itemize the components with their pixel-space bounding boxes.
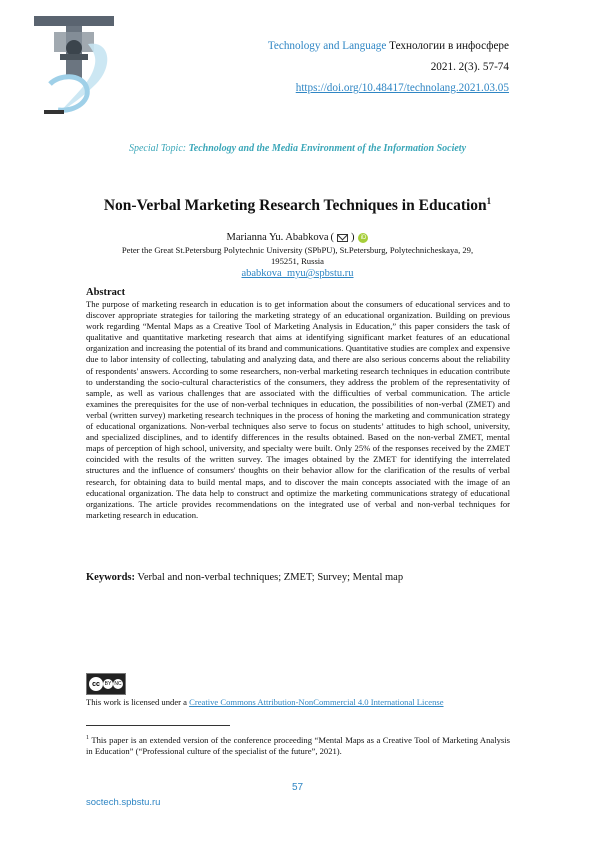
- envelope-icon[interactable]: [337, 234, 348, 242]
- journal-name-line: [268, 36, 509, 57]
- envelope-bracket-close: ): [350, 232, 355, 243]
- author-email[interactable]: ababkova_myu@spbstu.ru: [241, 268, 354, 279]
- cc-by-icon: BY: [104, 681, 112, 687]
- footnote-text: This paper is an extended version of the conference proceeding “Mental Maps as a Creative Tool of Marketing Analysis in Education” (“Professional culture of the specialist of the future”, 2021).: [86, 734, 510, 756]
- special-topic-title: Technology and the Media Environment of the Information Society: [188, 143, 467, 154]
- author-line: [0, 232, 595, 243]
- license-link[interactable]: Creative Commons Attribution-NonCommercial 4.0 International License: [189, 697, 444, 707]
- footnote-divider: [86, 725, 230, 726]
- journal-issue: 2021. 2(3). 57-74: [430, 61, 509, 73]
- journal-header: [268, 36, 509, 99]
- page-number: 57: [291, 782, 304, 793]
- envelope-bracket-open: (: [330, 232, 334, 243]
- orcid-icon[interactable]: iD: [358, 233, 368, 243]
- journal-name-en[interactable]: Technology and Language: [267, 40, 387, 52]
- keywords: [86, 572, 516, 583]
- affiliation-line-1: Peter the Great St.Petersburg Polytechnic University (SPbPU), St.Petersburg, Polytechnicheskaya, 29,: [121, 245, 474, 255]
- keywords-list: Verbal and non-verbal techniques; ZMET; Survey; Mental map: [135, 572, 404, 583]
- cc-logo-icon: cc: [89, 677, 103, 691]
- keywords-label: Keywords:: [86, 572, 135, 583]
- article-title: [0, 196, 595, 215]
- affiliation-line-2: 195251, Russia: [271, 256, 324, 266]
- affiliation: [80, 245, 515, 267]
- abstract-heading: Abstract: [86, 287, 126, 298]
- special-topic-prefix: Special Topic:: [128, 143, 189, 154]
- doi-link[interactable]: https://doi.org/10.48417/technolang.2021.03.05: [295, 82, 509, 94]
- cc-license-badge-icon[interactable]: [86, 673, 126, 695]
- license-prefix: This work is licensed under a: [86, 697, 190, 707]
- journal-logo-icon: [30, 14, 118, 122]
- footnote-mark: 1: [86, 735, 89, 741]
- special-topic: [0, 143, 595, 154]
- journal-name-ru: Технологии в инфосфере: [389, 40, 509, 52]
- abstract-text: The purpose of marketing research in education is to get information about the consumers of educational services and to discover appropriate strategies for tailoring the marketing strategy of an educational organization. Building on previous work regarding “Mental Maps as a Creative Tool of Marketing Analysis in Education,” this paper considers the task of qualitative and quantitative marketing research that aims at identifying significant market features of an educational organization and increasing the potential of its brand and communications. Quantitative studies are complex and expensive due to labor intensity of collecting, tabulating and analyzing data, and there are also serious concerns about the reliability of respondents' answers. According to some researchers, non-verbal marketing research techniques in education contribute to understanding the socio-cultural characteristics of the consumers, they address the problem of the representativity of sample, as well as various challenges that are associated with the difficulties of verbal communication. The article examines the prerequisites for the use of non-verbal techniques in education, the possibilities of non-verbal (ZMET) and verbal (written survey) marketing research techniques in the process of honing the marketing and communication strategy of educational organizations. Non-verbal techniques also serve to focus on students’ attitudes to high school, university, and specialized disciplines, and to identify differences in the results obtained. Based on the non-verbal ZMET, mental maps of perception of high school, university, and specialty were built. Only 25% of the responses received by the ZMET coincided with the results of the written survey. The images obtained by the ZMET for identifying the interrelated structures and the influence of consumers' thoughts on their behavior allow for the clarification of the results of verbal research, for obtaining data to build mental maps, and to discover the main concepts associated with the image of an educational organization. The data help to construct and optimize the marketing communications strategy of educational organizations. The article provides recommendations on the integrated use of verbal and non-verbal techniques for marketing research in education.: [86, 299, 510, 520]
- article-title-text: Non-Verbal Marketing Research Techniques in Education: [103, 197, 487, 215]
- cc-nc-icon: NC: [114, 681, 122, 687]
- title-footnote-mark[interactable]: 1: [486, 196, 492, 206]
- author-name: Marianna Yu. Ababkova: [226, 232, 329, 243]
- footnote: [86, 733, 510, 757]
- license-statement: [86, 697, 444, 707]
- site-url[interactable]: soctech.spbstu.ru: [86, 797, 161, 808]
